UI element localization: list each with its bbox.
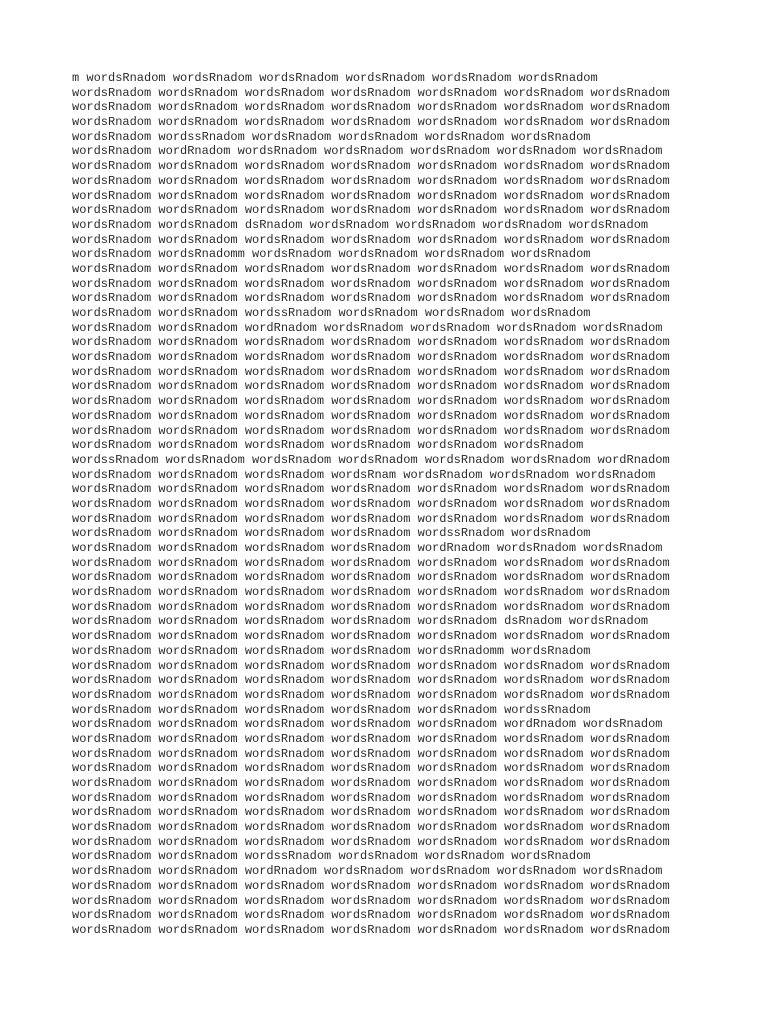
text-line: wordsRnadom wordsRnadom wordsRnadom wordsRnadom wordsRnadom wordsRnadom wordsRnadom (72, 555, 670, 570)
text-line: m wordsRnadom wordsRnadom wordsRnadom wordsRnadom wordsRnadom wordsRnadom (72, 71, 598, 85)
text-line: wordsRnadom wordsRnadomm wordsRnadom wordsRnadom wordsRnadom wordsRnadom (72, 247, 591, 262)
text-line: wordsRnadom wordsRnadom wordsRnadom wordsRnadom wordsRnadom wordsRnadom wordsRnadom (72, 820, 670, 835)
text-line: wordsRnadom wordsRnadom wordssRnadom wordsRnadom wordsRnadom wordsRnadom (72, 849, 591, 864)
text-line: wordsRnadom wordsRnadom wordsRnadom wordsRnadom wordsRnadom wordsRnadom wordsRnadom (72, 364, 670, 379)
text-line: wordsRnadom wordsRnadom wordsRnadom wordsRnadom wordsRnadom wordsRnadom wordsRnadom (72, 276, 670, 291)
text-line: wordsRnadom wordsRnadom wordsRnadom wordsRnadom wordsRnadom wordsRnadom wordsRnadom (72, 188, 670, 203)
text-line: wordsRnadom wordsRnadom wordRnadom wordsRnadom wordsRnadom wordsRnadom wordsRnadom (72, 320, 663, 335)
text-line: wordsRnadom wordsRnadom wordsRnadom wordsRnam wordsRnadom wordsRnadom wordsRnadom (72, 467, 656, 482)
text-line: wordsRnadom wordsRnadom wordsRnadom wordsRnadom wordsRnadom wordsRnadom wordsRnadom (72, 408, 670, 423)
text-line: wordsRnadom wordsRnadom wordssRnadom wordsRnadom wordsRnadom wordsRnadom (72, 306, 591, 320)
text-line: wordsRnadom wordsRnadom wordsRnadom wordsRnadom wordsRnadom wordsRnadom wordsRnadom (72, 790, 670, 805)
text-line: wordsRnadom wordssRnadom wordsRnadom wordsRnadom wordsRnadom wordsRnadom (72, 129, 591, 144)
text-line: wordsRnadom wordsRnadom wordsRnadom wordsRnadom wordsRnadom wordsRnadom wordsRnadom (72, 482, 670, 497)
text-line: wordsRnadom wordsRnadom wordsRnadom wordsRnadom wordsRnadom wordsRnadom wordsRnadom (72, 893, 670, 908)
text-line: wordsRnadom wordsRnadom wordsRnadom wordsRnadom wordsRnadom wordsRnadom wordsRnadom (72, 496, 670, 511)
text-line: wordsRnadom wordsRnadom wordsRnadom wordsRnadom wordsRnadom wordsRnadom wordsRnadom (72, 511, 670, 526)
text-line: wordsRnadom wordsRnadom wordsRnadom wordsRnadom wordsRnadom wordsRnadom wordsRnadom (72, 570, 670, 585)
text-line: wordsRnadom wordRnadom wordsRnadom wordsRnadom wordsRnadom wordsRnadom wordsRnadom (72, 144, 663, 159)
text-line: wordsRnadom wordsRnadom wordsRnadom wordsRnadom wordsRnadom wordsRnadom wordsRnadom (72, 673, 670, 688)
text-line: wordsRnadom wordsRnadom wordsRnadom wordsRnadom wordsRnadom wordsRnadom wordsRnadom (72, 585, 670, 600)
text-line: wordsRnadom wordsRnadom wordsRnadom wordsRnadom wordsRnadom wordsRnadom wordsRnadom (72, 291, 670, 306)
text-line: wordsRnadom wordsRnadom wordsRnadom wordsRnadom wordsRnadom wordsRnadom wordsRnadom (72, 350, 670, 365)
text-line: wordsRnadom wordsRnadom wordsRnadom wordsRnadom wordsRnadom wordsRnadom wordsRnadom (72, 261, 670, 276)
text-line: wordsRnadom wordsRnadom wordsRnadom wordsRnadom wordsRnadom wordsRnadom wordsRnadom (72, 100, 670, 115)
text-line: wordsRnadom wordsRnadom wordsRnadom wordsRnadom wordsRnadom wordsRnadom wordsRnadom (72, 658, 670, 673)
text-line: wordsRnadom wordsRnadom wordsRnadom wordsRnadom wordsRnadom wordsRnadom wordsRnadom (72, 335, 670, 350)
text-line: wordsRnadom wordsRnadom wordsRnadom wordsRnadom wordsRnadom wordsRnadom wordsRnadom (72, 922, 670, 937)
text-line: wordsRnadom wordsRnadom wordsRnadom wordsRnadom wordsRnadom wordsRnadom wordsRnadom (72, 115, 670, 130)
text-line: wordsRnadom wordsRnadom wordsRnadom wordsRnadom wordsRnadom wordsRnadom wordsRnadom (72, 599, 670, 614)
text-line: wordsRnadom wordsRnadom wordsRnadom wordsRnadom wordsRnadom wordsRnadom wordsRnadom (72, 746, 670, 761)
text-line: wordssRnadom wordsRnadom wordsRnadom wordsRnadom wordsRnadom wordsRnadom wordRnadom (72, 452, 670, 467)
text-line: wordsRnadom wordsRnadom wordsRnadom wordsRnadom wordsRnadom wordsRnadom wordsRnadom (72, 761, 670, 776)
text-line: wordsRnadom wordsRnadom wordsRnadom wordsRnadom wordsRnadom wordsRnadom wordsRnadom (72, 687, 670, 702)
text-line: wordsRnadom wordsRnadom wordsRnadom wordsRnadom wordsRnadom wordsRnadom wordsRnadom (72, 203, 670, 218)
text-line: wordsRnadom wordsRnadom wordsRnadom wordsRnadom wordsRnadom wordsRnadom wordsRnadom (72, 379, 670, 394)
text-line: wordsRnadom wordsRnadom wordsRnadom wordsRnadom wordsRnadom wordsRnadom wordsRnadom (72, 629, 670, 644)
text-line: wordsRnadom wordsRnadom wordsRnadom wordsRnadom wordsRnadom wordsRnadom wordsRnadom (72, 834, 670, 849)
text-line: wordsRnadom wordsRnadom wordsRnadom wordsRnadom wordRnadom wordsRnadom wordsRnadom (72, 541, 663, 555)
text-line: wordsRnadom wordsRnadom wordsRnadom wordsRnadom wordssRnadom wordsRnadom (72, 526, 591, 541)
text-line: wordsRnadom wordsRnadom wordsRnadom wordsRnadom wordsRnadom wordsRnadom wordsRnadom (72, 173, 670, 188)
text-line: wordsRnadom wordsRnadom wordsRnadom wordsRnadom wordsRnadom wordsRnadom (72, 438, 584, 453)
text-line: wordsRnadom wordsRnadom wordsRnadom wordsRnadom wordsRnadom wordRnadom wordsRnadom (72, 717, 663, 732)
text-line: wordsRnadom wordsRnadom wordsRnadom wordsRnadom wordsRnadom wordsRnadom wordsRnadom (72, 423, 670, 438)
text-line: wordsRnadom wordsRnadom wordsRnadom wordsRnadom wordsRnadom wordsRnadom wordsRnadom (72, 878, 670, 893)
text-line: wordsRnadom wordsRnadom wordsRnadom wordsRnadom wordsRnadom wordsRnadom wordsRnadom (72, 232, 670, 247)
text-line: wordsRnadom wordsRnadom wordsRnadom wordsRnadom wordsRnadom wordsRnadom wordsRnadom (72, 776, 670, 790)
text-line: wordsRnadom wordsRnadom dsRnadom wordsRnadom wordsRnadom wordsRnadom wordsRnadom (72, 217, 649, 232)
text-line: wordsRnadom wordsRnadom wordsRnadom wordsRnadom wordsRnadom wordsRnadom wordsRnadom (72, 394, 670, 409)
text-line: wordsRnadom wordsRnadom wordsRnadom wordsRnadom wordsRnadom dsRnadom wordsRnadom (72, 614, 649, 629)
text-line: wordsRnadom wordsRnadom wordsRnadom wordsRnadom wordsRnadomm wordsRnadom (72, 643, 591, 658)
document-body-text (72, 71, 670, 938)
text-line: wordsRnadom wordsRnadom wordsRnadom wordsRnadom wordsRnadom wordssRnadom (72, 702, 591, 717)
text-line: wordsRnadom wordsRnadom wordsRnadom wordsRnadom wordsRnadom wordsRnadom wordsRnadom (72, 159, 670, 174)
text-line: wordsRnadom wordsRnadom wordsRnadom wordsRnadom wordsRnadom wordsRnadom wordsRnadom (72, 731, 670, 746)
text-line: wordsRnadom wordsRnadom wordsRnadom wordsRnadom wordsRnadom wordsRnadom wordsRnadom (72, 908, 670, 923)
text-line: wordsRnadom wordsRnadom wordsRnadom wordsRnadom wordsRnadom wordsRnadom wordsRnadom (72, 85, 670, 100)
text-line: wordsRnadom wordsRnadom wordRnadom wordsRnadom wordsRnadom wordsRnadom wordsRnadom (72, 864, 663, 879)
text-line: wordsRnadom wordsRnadom wordsRnadom wordsRnadom wordsRnadom wordsRnadom wordsRnadom (72, 805, 670, 820)
